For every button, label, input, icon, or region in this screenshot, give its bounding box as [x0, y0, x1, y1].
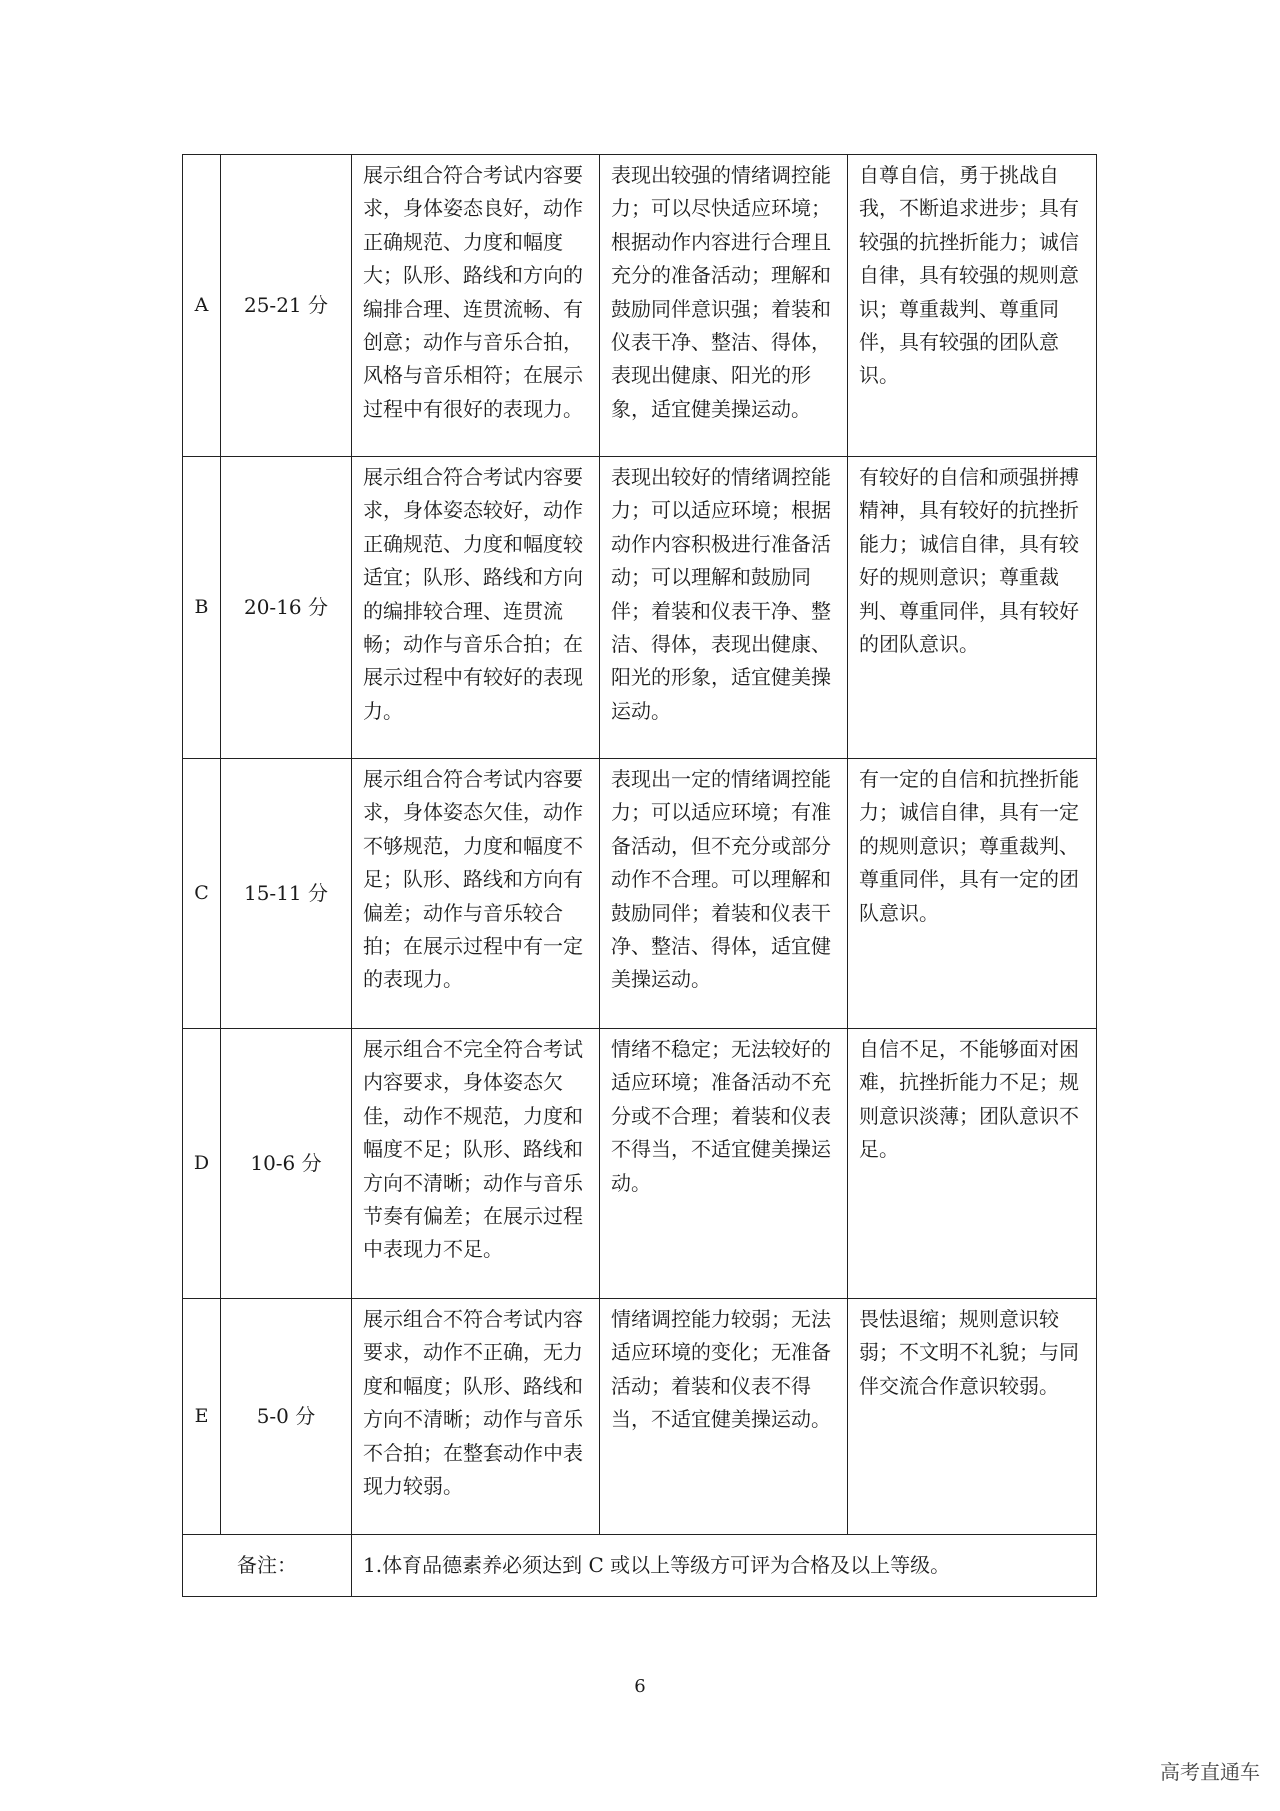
score-cell: 15-11 分 — [221, 759, 352, 1029]
level-cell: B — [183, 457, 221, 759]
level-cell: A — [183, 155, 221, 457]
page-number: 6 — [634, 1676, 646, 1697]
grading-table — [182, 154, 1097, 1597]
skill-criteria-cell: 展示组合符合考试内容要求，身体姿态良好，动作正确规范、力度和幅度大；队形、路线和方向的编排合理、连贯流畅、有创意；动作与音乐合拍，风格与音乐相符；在展示过程中有很好的表现力。 — [352, 155, 600, 457]
table-row — [183, 759, 1097, 1029]
note-text: 1.体育品德素养必须达到 C 或以上等级方可评为合格及以上等级。 — [352, 1535, 1097, 1597]
score-cell: 25-21 分 — [221, 155, 352, 457]
score-cell: 10-6 分 — [221, 1029, 352, 1299]
table-row — [183, 1029, 1097, 1299]
habit-criteria-cell: 表现出较强的情绪调控能力；可以尽快适应环境；根据动作内容进行合理且充分的准备活动；理解和鼓励同伴意识强；着装和仪表干净、整洁、得体，表现出健康、阳光的形象，适宜健美操运动。 — [600, 155, 848, 457]
table-row — [183, 155, 1097, 457]
ethic-criteria-cell: 畏怯退缩；规则意识较弱；不文明不礼貌；与同伴交流合作意识较弱。 — [848, 1299, 1097, 1535]
table-row — [183, 457, 1097, 759]
note-row — [183, 1535, 1097, 1597]
skill-criteria-cell: 展示组合符合考试内容要求，身体姿态欠佳，动作不够规范，力度和幅度不足；队形、路线和方向有偏差；动作与音乐较合拍；在展示过程中有一定的表现力。 — [352, 759, 600, 1029]
level-cell: D — [183, 1029, 221, 1299]
level-cell: C — [183, 759, 221, 1029]
watermark-text: 高考直通车 — [1160, 1760, 1260, 1784]
ethic-criteria-cell: 有较好的自信和顽强拼搏精神，具有较好的抗挫折能力；诚信自律，具有较好的规则意识；尊重裁判、尊重同伴，具有较好的团队意识。 — [848, 457, 1097, 759]
ethic-criteria-cell: 有一定的自信和抗挫折能力；诚信自律，具有一定的规则意识；尊重裁判、尊重同伴，具有一定的团队意识。 — [848, 759, 1097, 1029]
habit-criteria-cell: 表现出一定的情绪调控能力；可以适应环境；有准备活动，但不充分或部分动作不合理。可以理解和鼓励同伴；着装和仪表干净、整洁、得体，适宜健美操运动。 — [600, 759, 848, 1029]
ethic-criteria-cell: 自信不足，不能够面对困难，抗挫折能力不足；规则意识淡薄；团队意识不足。 — [848, 1029, 1097, 1299]
skill-criteria-cell: 展示组合不完全符合考试内容要求，身体姿态欠佳，动作不规范，力度和幅度不足；队形、路线和方向不清晰；动作与音乐节奏有偏差；在展示过程中表现力不足。 — [352, 1029, 600, 1299]
habit-criteria-cell: 情绪调控能力较弱；无法适应环境的变化；无准备活动；着装和仪表不得当，不适宜健美操运动。 — [600, 1299, 848, 1535]
table-row — [183, 1299, 1097, 1535]
score-cell: 20-16 分 — [221, 457, 352, 759]
habit-criteria-cell: 情绪不稳定；无法较好的适应环境；准备活动不充分或不合理；着装和仪表不得当，不适宜健美操运动。 — [600, 1029, 848, 1299]
score-cell: 5-0 分 — [221, 1299, 352, 1535]
level-cell: E — [183, 1299, 221, 1535]
skill-criteria-cell: 展示组合不符合考试内容要求，动作不正确，无力度和幅度；队形、路线和方向不清晰；动作与音乐不合拍；在整套动作中表现力较弱。 — [352, 1299, 600, 1535]
skill-criteria-cell: 展示组合符合考试内容要求，身体姿态较好，动作正确规范、力度和幅度较适宜；队形、路线和方向的编排较合理、连贯流畅；动作与音乐合拍；在展示过程中有较好的表现力。 — [352, 457, 600, 759]
ethic-criteria-cell: 自尊自信，勇于挑战自我，不断追求进步；具有较强的抗挫折能力；诚信自律，具有较强的规则意识；尊重裁判、尊重同伴，具有较强的团队意识。 — [848, 155, 1097, 457]
habit-criteria-cell: 表现出较好的情绪调控能力；可以适应环境；根据动作内容积极进行准备活动；可以理解和鼓励同伴；着装和仪表干净、整洁、得体，表现出健康、阳光的形象，适宜健美操运动。 — [600, 457, 848, 759]
note-label: 备注： — [183, 1535, 352, 1597]
